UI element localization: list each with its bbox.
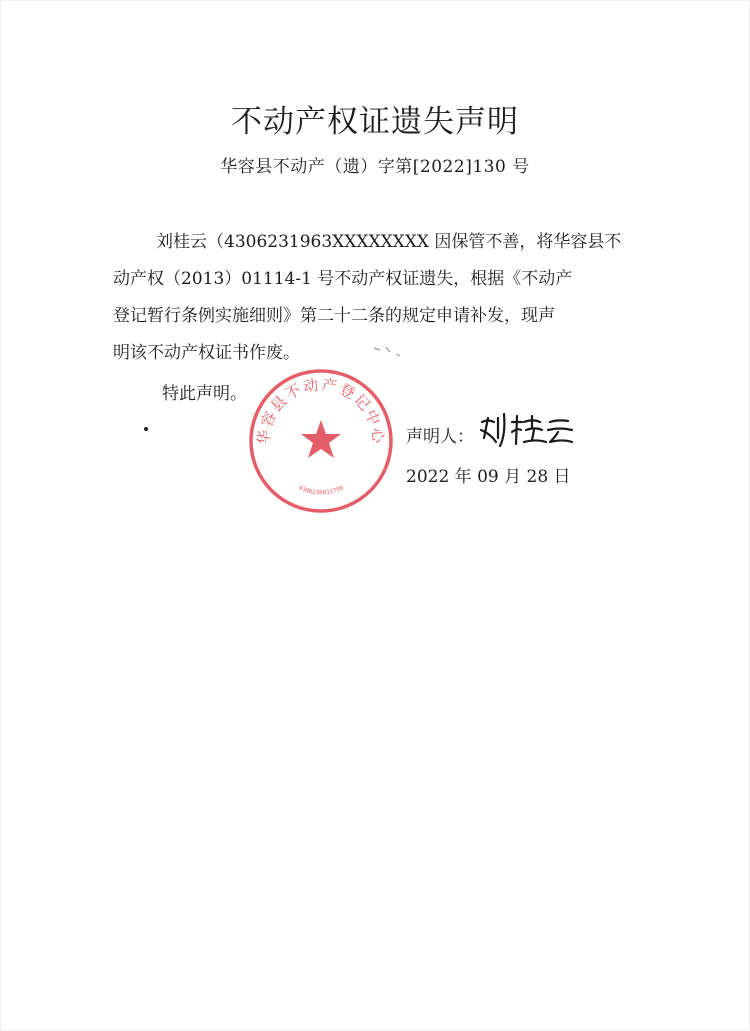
statement-line: 刘桂云（4306231963XXXXXXXX 因保管不善，将华容县不 — [156, 232, 622, 252]
declarant-line — [406, 422, 474, 447]
statement-line: 明该不动产权证书作废。 — [113, 343, 300, 363]
declarant-label: 声明人： — [406, 427, 474, 447]
seal-star-icon — [301, 420, 341, 458]
scan-speck — [144, 427, 148, 431]
statement-line: 登记暂行条例实施细则》第二十二条的规定申请补发，现声 — [113, 306, 555, 326]
declaration-date: 2022 年 09 月 28 日 — [406, 467, 571, 487]
seal-text: 华容县不动产登记中心 — [254, 375, 388, 446]
official-seal — [248, 368, 394, 514]
scan-smudge — [372, 344, 406, 360]
declaration-text: 特此声明。 — [162, 384, 247, 404]
handwritten-signature — [476, 408, 576, 452]
seal-number: 4306230011799 — [297, 484, 345, 497]
statement-line: 动产权（2013）01114-1 号不动产权证遗失，根据《不动产 — [113, 269, 573, 289]
document-title: 不动产权证遗失声明 — [231, 104, 519, 140]
svg-text:4306230011799 — [297, 484, 345, 496]
document-number: 华容县不动产（遗）字第[2022]130 号 — [220, 157, 530, 177]
